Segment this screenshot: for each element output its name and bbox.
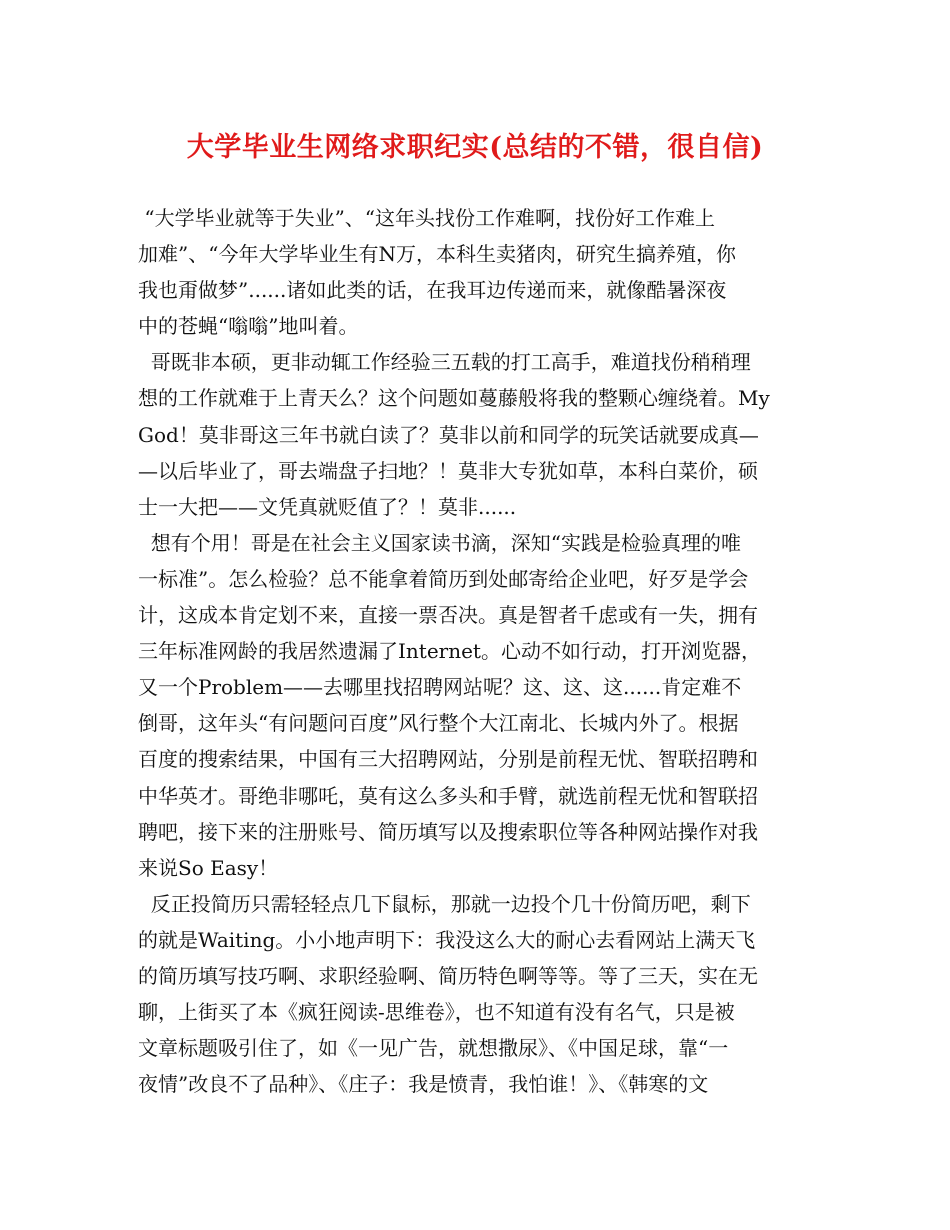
text-line: 一标准”。怎么检验？总不能拿着简历到处邮寄给企业吧，好歹是学会 [138,566,749,591]
text-line: God！莫非哥这三年书就白读了？莫非以前和同学的玩笑话就要成真— [138,422,759,447]
document-title: 大学毕业生网络求职纪实(总结的不错，很自信) [186,132,764,163]
text-line: 百度的搜索结果，中国有三大招聘网站，分别是前程无忧、智联招聘和 [138,747,758,772]
text-line: 又一个Problem——去哪里找招聘网站呢？这、这、这......肯定难不 [138,675,742,700]
text-line: 哥既非本硕，更非动辄工作经验三五载的打工高手，难道找份稍稍理 [138,350,751,375]
text-line: 加难”、“今年大学毕业生有N万，本科生卖猪肉，研究生搞养殖，你 [138,242,736,267]
text-line: 的简历填写技巧啊、求职经验啊、简历特色啊等等。等了三天，实在无 [138,963,758,988]
text-line: 计，这成本肯定划不来，直接一票否决。真是智者千虑或有一失，拥有 [138,603,758,628]
text-line: 聘吧，接下来的注册账号、简历填写以及搜索职位等各种网站操作对我 [138,819,758,844]
text-line: 士一大把——文凭真就贬值了？！莫非...... [138,494,517,519]
text-line: 想有个用！哥是在社会主义国家读书滴，深知“实践是检验真理的唯 [138,530,741,555]
text-line: 我也甭做梦”......诸如此类的话，在我耳边传递而来，就像酷暑深夜 [138,278,727,303]
text-line: 的就是Waiting。小小地声明下：我没这么大的耐心去看网站上满天飞 [138,927,756,952]
text-line: 三年标准网龄的我居然遗漏了Internet。心动不如行动，打开浏览器， [138,639,761,664]
text-line: 夜情”改良不了品种》、《庄子：我是愤青，我怕谁！》、《韩寒的文 [138,1072,709,1097]
text-line: 文章标题吸引住了，如《一见广告，就想撒尿》、《中国足球，靠“一 [138,1036,729,1061]
text-line: 来说So Easy！ [138,855,279,880]
text-line: 倒哥，这年头“有问题问百度”风行整个大江南北、长城内外了。根据 [138,711,739,736]
document-body [138,200,820,1102]
text-line: “大学毕业就等于失业”、“这年头找份工作难啊，找份好工作难上 [138,206,716,230]
text-line: —以后毕业了，哥去端盘子扫地？！莫非大专犹如草，本科白菜价，硕 [138,458,758,483]
text-line: 反正投简历只需轻轻点几下鼠标，那就一边投个几十份简历吧，剩下 [138,891,751,916]
text-line: 中华英才。哥绝非哪吒，莫有这么多头和手臂，就选前程无忧和智联招 [138,783,758,808]
text-line: 聊，上街买了本《疯狂阅读-思维卷》，也不知道有没有名气，只是被 [138,1000,735,1025]
text-line: 中的苍蝇“嗡嗡”地叫着。 [138,314,359,339]
text-line: 想的工作就难于上青天么？这个问题如蔓藤般将我的整颗心缠绕着。My [138,386,770,411]
